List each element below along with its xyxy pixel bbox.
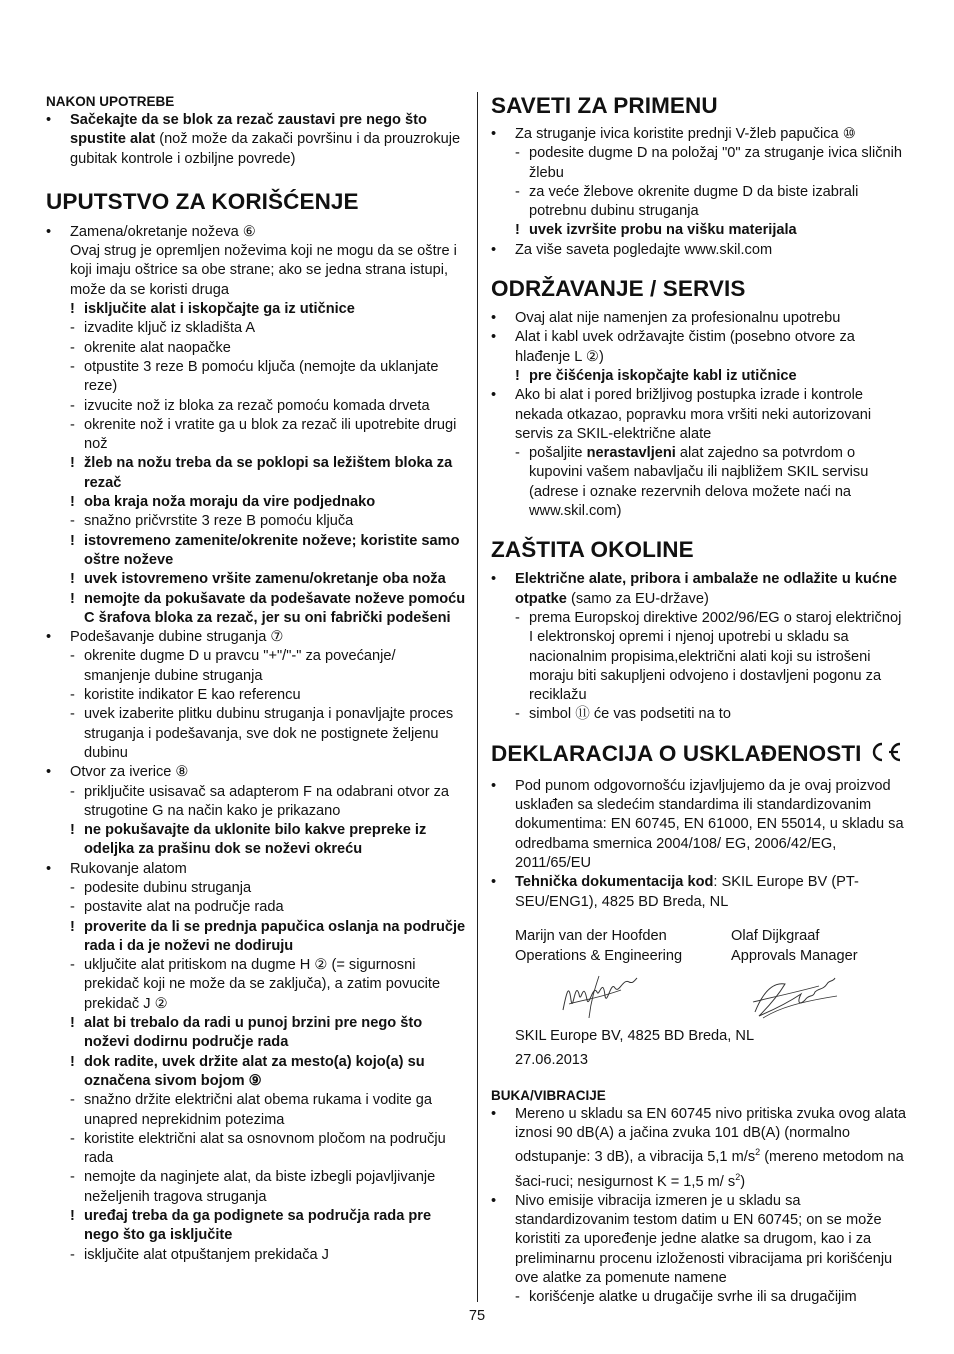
uputstvo-warning-item: ! proverite da li se prednja papučica oslanja na područje rada i da je noževi ne dodiruju [46,918,466,957]
signatory-2 [731,926,858,966]
odrzavanje-list [491,309,909,444]
nakon-bold-text: Sačekajte da se blok za rezač zaustavi pre nego što spustite alat [70,112,427,148]
uputstvo-warning-item: ! uvek istovremeno vršite zamenu/okretanje oba noža [46,570,466,589]
nakon-upotrebe-item [46,111,466,169]
saveti-title: SAVETI ZA PRIMENU [491,93,718,118]
nakon-upotrebe-heading: NAKON UPOTREBE [46,94,175,109]
odrzavanje-dash-pre: pošaljite [529,445,587,462]
declaration-date: 27.06.2013 [515,1051,589,1068]
odrzavanje-bullet-item: • Ako bi alat i pored brižljivog postupka izrade i kontrole nekada otkazao, popravku mora vršiti neki autorizovani servis za SKIL-električne alate [491,386,909,444]
column-divider [477,92,478,1302]
uputstvo-warning-item: ! dok radite, uvek držite alat za mesto(a) kojo(a) su označena sivom bojom ⑨ [46,1053,466,1092]
zastita-bold-text: Električne alate, pribora i ambalaže ne odlažite u kućne otpatke [515,571,898,607]
signature-block [491,926,909,1024]
signature-2-image [749,972,841,1022]
signature-1-image [559,970,639,1022]
zastita-dash-2: - simbol ⑪ će vas podsetiti na to [491,705,909,724]
buka-b1-a: Mereno u skladu sa EN 60745 nivo pritiska zvuka ovog alata iznosi 90 dB(A) a jačina zvuka 101 dB(A) (normalno odstupanje: 3 dB), a vibracija 5,1 m/s [515,1105,907,1166]
uputstvo-dash-item: - koristite električni alat sa osnovnom pločom na području rada [46,1130,466,1169]
uputstvo-dash-item: - okrenite dugme D u pravcu "+"/"-" za povećanje/ smanjenje dubine struganja [46,647,466,686]
uputstvo-bullet-item: • Rukovanje alatom [46,860,466,879]
uputstvo-list [46,223,466,1265]
uputstvo-dash-item: - izvadite ključ iz skladišta A [46,319,466,338]
uputstvo-dash-item: - okrenite nož i vratite ga u blok za rezač ili upotrebite drugi nož [46,416,466,455]
uputstvo-warning-item: ! ne pokušavajte da uklonite bilo kakve prepreke iz odeljka za prašinu dok se noževi okreću [46,821,466,860]
uputstvo-dash-item: - otpustite 3 reze B pomoću ključa (nemojte da uklanjate reze) [46,358,466,397]
right-column [491,92,909,1307]
uputstvo-dash-item: - postavite alat na područje rada [46,898,466,917]
uputstvo-warning-item: ! nemojte da pokušavate da podešavate noževe pomoću C šrafova bloka za rezač, jer su oni fabrički podešeni [46,590,466,629]
uputstvo-bullet-item: • Zamena/okretanje noževa ⑥ [46,223,466,242]
signatory-1 [515,926,682,966]
saveti-warning-item: ! uvek izvršite probu na višku materijala [491,221,909,240]
signatory-2-name: Olaf Dijkgraaf [731,927,820,944]
signatory-1-name: Marijn van der Hoofden [515,927,667,944]
zastita-title: ZAŠTITA OKOLINE [491,537,694,563]
zastita-rest-text: (samo za EU-države) [566,590,709,607]
buka-b1-sup2: 2 [735,1171,741,1182]
uputstvo-text-item: Ovaj strug je opremljen noževima koji ne mogu da se oštre i koji imaju oštrice sa obe strane; ako se jedna strana istupi, može da se koristi druga [70,243,457,298]
tehnicka-bold: Tehnička dokumentacija kod [515,874,714,891]
buka-b1-b: (mereno metodom na šaci-ruci; nesigurnost K = 1,5 m/ s [515,1149,904,1190]
ce-mark-icon [868,741,904,770]
nakon-rest-text: (nož može da zakači površinu i da prouzrokuje gubitak kontrole i ozbiljne povrede) [70,131,461,167]
buka-dash-1: - korišćenje alatke u drugačije svrhe ili sa drugačijim [491,1288,909,1307]
uputstvo-dash-item: - podesite dubinu struganja [46,879,466,898]
signatory-1-role: Operations & Engineering [515,947,683,964]
buka-heading: BUKA/VIBRACIJE [491,1087,606,1103]
uputstvo-warning-item: ! istovremeno zamenite/okrenite noževe; koristite samo oštre noževe [46,532,466,571]
odrzavanje-title: ODRŽAVANJE / SERVIS [491,276,746,302]
uputstvo-warning-item: ! isključite alat i iskopčajte ga iz utičnice [46,300,466,319]
deklaracija-bullet-1: • Pod punom odgovornošću izjavljujemo da je ovaj proizvod usklađen sa sledećim standardima ili standardizovanim dokumentima: EN 60745, EN 61000, EN 55014, u skladu sa odredbama smernica 2004/108/ EG, 2006/42/EG, 2011/65/EU [491,777,909,873]
zastita-bullet [491,570,909,609]
saveti-dash-item: - podesite dugme D na položaj "0" za struganje ivica sličnih žlebu [491,144,909,183]
odrzavanje-dash-bold: nerastavljeni [586,445,676,462]
uputstvo-dash-item: - isključite alat otpuštanjem prekidača J [46,1246,466,1265]
uputstvo-dash-item: - priključite usisavač sa adapterom F na odabrani otvor za strugotine G na način kako je prikazano [46,783,466,822]
zastita-dash-1: - prema Europskoj direktive 2002/96/EG o staroj električnoj I elektronskoj opremi i njenoj upotrebi u skladu sa nacionalnim propisima,električni alati koji su istrošeni moraju biti sakupljeni odvojeno i dostavljeni pogonu za reciklažu [491,609,909,705]
uputstvo-bullet-item: • Otvor za iverice ⑧ [46,763,466,782]
tehnicka-rest: : SKIL Europe BV (PT-SEU/ENG1), 4825 BD Breda, NL [515,874,859,910]
saveti-bullet-item: • Za više saveta pogledajte www.skil.com [491,241,909,260]
deklaracija-title [491,740,909,770]
odrzavanje-bullet-item: • Ovaj alat nije namenjen za profesionalnu upotrebu [491,309,909,328]
deklaracija-bullet-2 [491,873,909,912]
odrzavanje-warning-item: ! pre čišćenja iskopčajte kabl iz utičnice [491,367,909,386]
uputstvo-bullet-item: • Podešavanje dubine struganja ⑦ [46,628,466,647]
uputstvo-dash-item: - koristite indikator E kao referencu [46,686,466,705]
signatory-2-role: Approvals Manager [731,947,858,964]
uputstvo-dash-item: - snažno držite električni alat obema rukama i vodite ga unapred neprekidnim potezima [46,1091,466,1130]
buka-bullet-2: • Nivo emisije vibracija izmeren je u skladu sa standardizovanim testom datim u EN 60745; on se može koristiti za upoređenje jedne alatke sa drugom, kao i za preliminarnu procenu izloženosti vibracijama pri korišćenju ove alatke za pomenute namene [491,1192,909,1288]
saveti-dash-item: - za veće žlebove okrenite dugme D da biste izabrali potrebnu dubinu struganja [491,183,909,222]
uputstvo-dash-item: - uvek izaberite plitku dubinu struganja i ponavljajte proces struganja i podešavanja, sve dok ne postignete željenu dubinu [46,705,466,763]
saveti-bullet-item: • Za struganje ivica koristite prednji V-žleb papučica ⑩ [491,125,909,144]
deklaracija-title-text: DEKLARACIJA O USKLAĐENOSTI [491,740,862,766]
odrzavanje-dash-post: alat zajedno sa potvrdom o kupovini vašem nabavljaču ili najbližem SKIL servisu (adrese i oznake rezervnih delova možete naći na www.skil.com) [529,445,869,520]
uputstvo-warning-item: ! uređaj treba da ga podignete sa područja rada pre nego što ga isključite [46,1207,466,1246]
saveti-list [491,125,909,260]
uputstvo-dash-item: - nemojte da naginjete alat, da biste izbegli pojavljivanje neželjenih tragova struganja [46,1168,466,1207]
odrzavanje-dash-item [491,444,909,521]
page-number: 75 [468,1308,486,1324]
uputstvo-warning-item: ! oba kraja noža moraju da vire podjednako [46,493,466,512]
buka-b1-sup: 2 [755,1147,761,1158]
odrzavanje-bullet-item: • Alat i kabl uvek održavajte čistim (posebno otvore za hlađenje L ②) [491,328,909,367]
buka-b1-c: ) [740,1173,746,1190]
buka-bullet-1 [491,1105,909,1192]
uputstvo-dash-item: - uključite alat pritiskom na dugme H ② (= sigurnosni prekidač koji ne može da se zaključa), a zatim povucite prekidač J ② [46,956,466,1014]
uputstvo-dash-item: - izvucite nož iz bloka za rezač pomoću komada drveta [46,397,466,416]
uputstvo-dash-item: - okrenite alat naopačke [46,339,466,358]
uputstvo-warning-item: ! alat bi trebalo da radi u punoj brzini pre nego što noževi dodirnu područje rada [46,1014,466,1053]
uputstvo-dash-item: - snažno pričvrstite 3 reze B pomoću ključa [46,512,466,531]
uputstvo-warning-item: ! žleb na nožu treba da se poklopi sa ležištem bloka za rezač [46,454,466,493]
left-column [46,92,466,1265]
uputstvo-title: UPUTSTVO ZA KORIŠĆENJE [46,188,359,214]
company-address: SKIL Europe BV, 4825 BD Breda, NL [515,1027,755,1044]
